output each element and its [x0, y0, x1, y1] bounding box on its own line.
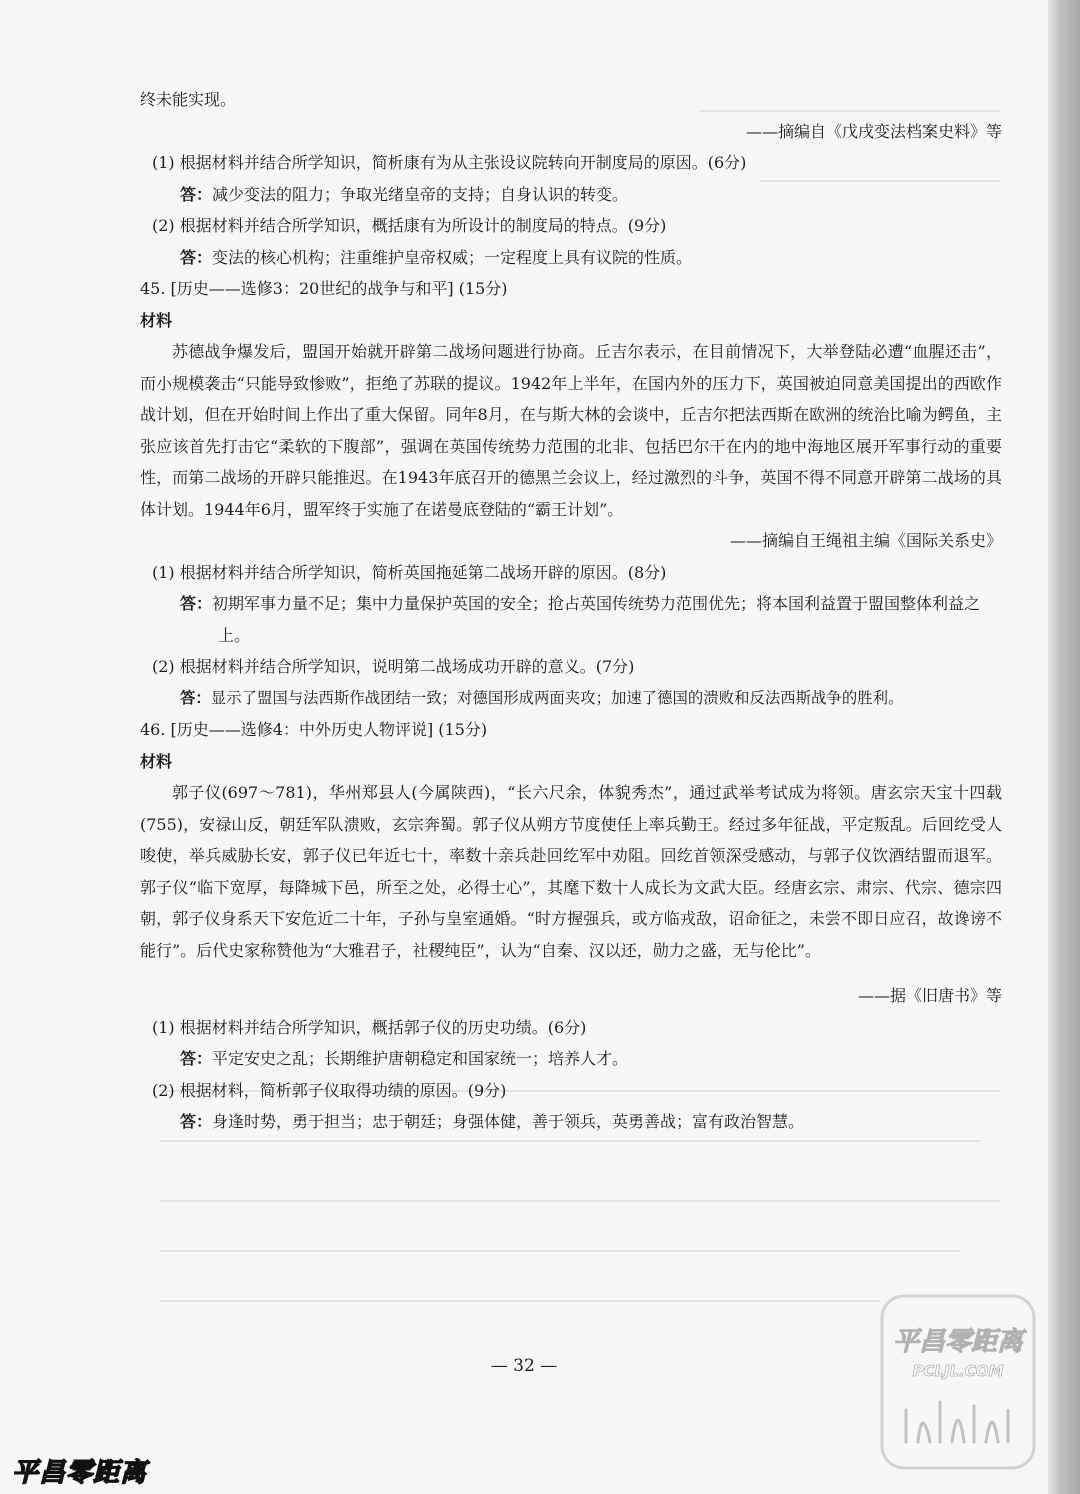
q46-sub1: (1) 根据材料并结合所学知识，概括郭子仪的历史功绩。(6分) [152, 1017, 587, 1037]
watermark-stamp [878, 1292, 1038, 1472]
bleed-line [160, 1300, 880, 1302]
q45-heading: 45. [历史——选修3：20世纪的战争与和平] (15分) [140, 279, 508, 298]
stamp-cn-text: 平昌零距离 [892, 1327, 1024, 1357]
answer-text: 身逢时势，勇于担当；忠于朝廷；身强体健，善于领兵，英勇善战；富有政治智慧。 [212, 1112, 805, 1131]
q46-material-label: 材料 [140, 751, 173, 771]
answer-label: 答： [180, 594, 213, 613]
bleed-line [160, 1140, 980, 1142]
q45-material: 苏德战争爆发后，盟国开始就开辟第二战场问题进行协商。丘吉尔表示，在目前情况下，大举登陆必遭“血腥还击”，而小规模袭击“只能导致惨败”，拒绝了苏联的提议。1942年上半年，在国内外的压力下，英国被迫同意美国提出的西欧作战计划，但在开始时间上作出了重大保留。同年8月，在与斯大林的会谈中，丘吉尔把法西斯在欧洲的统治比喻为鳄鱼，主张应该首先打击它“柔软的下腹部”，强调在英国传统势力范围的北非、包括巴尔干在内的地中海地区展开军事行动的重要性，而第二战场的开辟只能推迟。在1943年底召开的德黑兰会议上，经过激烈的斗争，英国不得不同意开辟第二战场的具体计划。1944年6月，盟军终于实施了在诺曼底登陆的“霸王计划”。 [140, 342, 1002, 519]
watermark-corner: 平昌零距离 [12, 1458, 148, 1488]
q46-heading: 46. [历史——选修4：中外历史人物评说] (15分) [140, 720, 488, 739]
q44-answer1 [140, 179, 1002, 211]
q45-sub2: (2) 根据材料并结合所学知识，说明第二战场成功开辟的意义。(7分) [152, 657, 635, 676]
q46-source: ——据《旧唐书》等 [857, 986, 1002, 1005]
page-number: — 32 — [490, 1356, 558, 1376]
q46-sub2: (2) 根据材料，简析郭子仪取得功绩的原因。(9分) [152, 1080, 507, 1100]
q44-answer2 [140, 242, 1002, 274]
answer-label: 答： [180, 1112, 213, 1131]
q46-answer2 [140, 1106, 1002, 1138]
answer-label: 答： [180, 184, 213, 204]
q45-answer2 [140, 683, 1002, 715]
q45-material-label: 材料 [140, 310, 173, 330]
q44-sub1: (1) 根据材料并结合所学知识，简析康有为从主张设议院转向开制度局的原因。(6分) [152, 153, 747, 172]
answer-text: 减少变法的阻力；争取光绪皇帝的支持；自身认识的转变。 [212, 184, 629, 204]
answer-label: 答： [180, 1049, 213, 1068]
material-tail: 终未能实现。 [140, 90, 237, 109]
bleed-line [160, 1250, 960, 1252]
answer-text: 平定安史之乱；长期维护唐朝稳定和国家统一；培养人才。 [212, 1049, 629, 1068]
page-edge-shadow [1048, 0, 1080, 1494]
q45-answer1 [140, 588, 1002, 651]
q46-material: 郭子仪(697～781)，华州郑县人(今属陕西)，“长六尺余，体貌秀杰”，通过武举考试成为将领。唐玄宗天宝十四载(755)，安禄山反，朝廷军队溃败，玄宗奔蜀。郭子仪从朔方节度使任上率兵勤王。经过多年征战，平定叛乱。后回纥受人唆使，举兵威胁长安，郭子仪已年近七十，率数十亲兵赴回纥军中劝阻。回纥首领深受感动，与郭子仪饮酒结盟而退军。郭子仪“临下宽厚，每降城下邑，所至之处，必得士心”，其麾下数十人成长为文武大臣。经唐玄宗、肃宗、代宗、德宗四朝，郭子仪身系天下安危近二十年，子孙与皇室通婚。“时方握强兵，或方临戎敌，诏命征之，未尝不即日应召，故谗谤不能行”。后代史家称赞他为“大雅君子，社稷纯臣”，认为“自秦、汉以还，勋力之盛，无与伦比”。 [140, 783, 1002, 960]
page-content [140, 84, 1002, 1138]
answer-label: 答： [180, 688, 211, 707]
q46-answer1 [140, 1043, 1002, 1075]
stamp-en-text: PCLJL.COM [912, 1362, 1004, 1380]
q44-sub2: (2) 根据材料并结合所学知识，概括康有为所设计的制度局的特点。(9分) [152, 216, 667, 235]
answer-text: 初期军事力量不足；集中力量保护英国的安全；抢占英国传统势力范围优先；将本国利益置于盟国整体利益之上。 [212, 594, 981, 645]
q45-source: ——摘编自王绳祖主编《国际关系史》 [729, 531, 1002, 550]
material-source: ——摘编自《戊戌变法档案史料》等 [745, 121, 1002, 141]
q45-sub1: (1) 根据材料并结合所学知识，简析英国拖延第二战场开辟的原因。(8分) [152, 562, 667, 582]
answer-text: 变法的核心机构；注重维护皇帝权威；一定程度上具有议院的性质。 [212, 247, 693, 267]
answer-text: 显示了盟国与法西斯作战团结一致；对德国形成两面夹攻；加速了德国的溃败和反法西斯战争的胜利。 [210, 688, 904, 707]
answer-label: 答： [180, 247, 213, 267]
bleed-line [160, 1200, 1000, 1202]
